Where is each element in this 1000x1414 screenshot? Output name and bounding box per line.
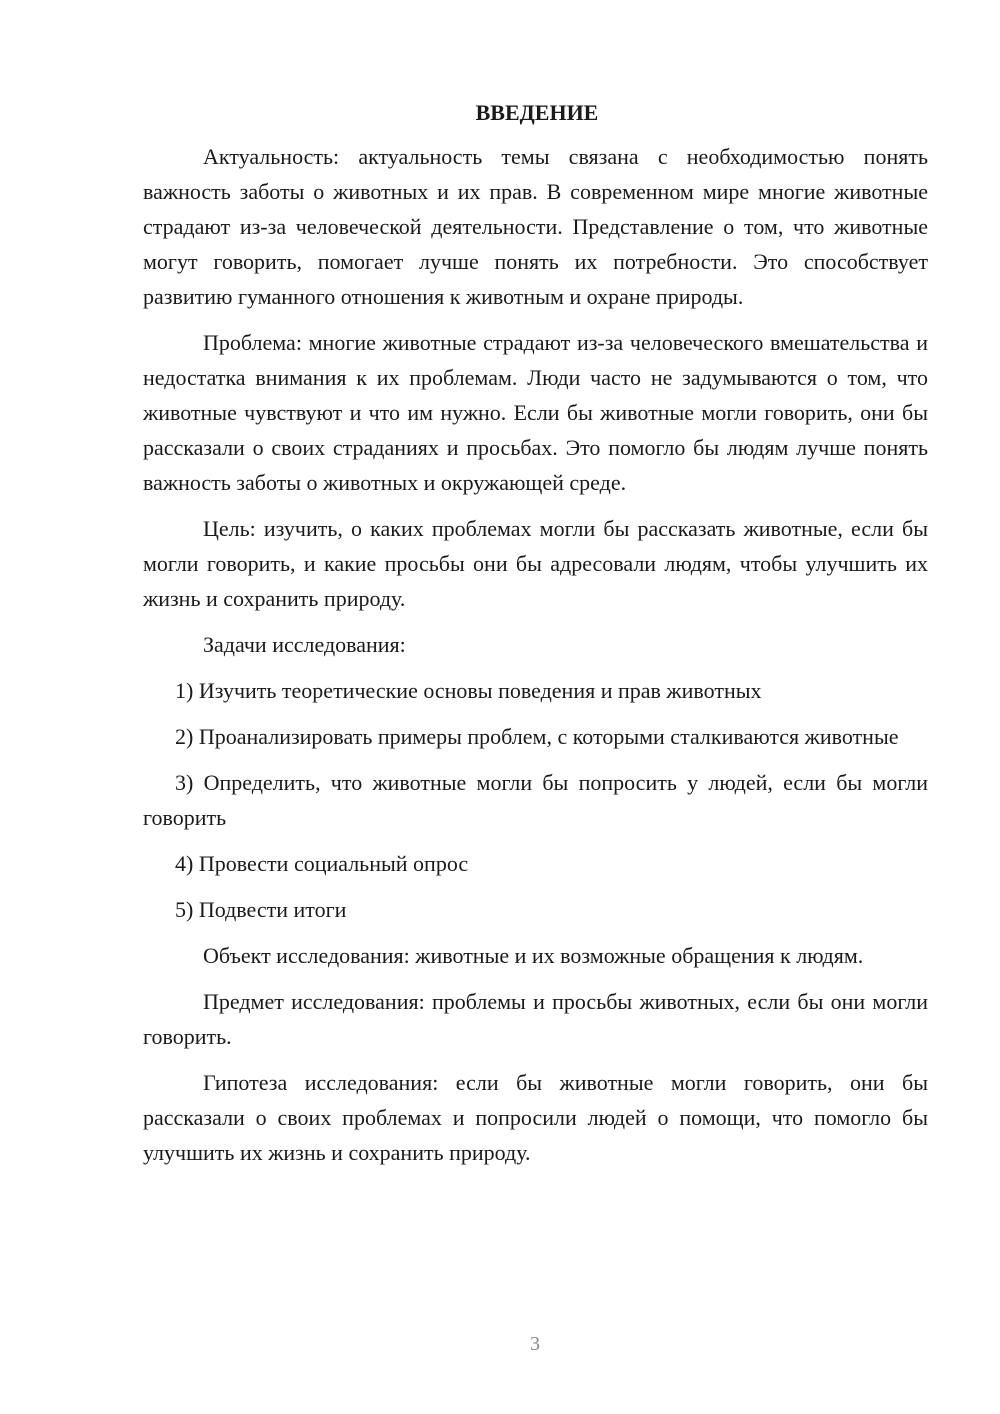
- task-item-1: 1) Изучить теоретические основы поведения и прав животных: [175, 678, 762, 703]
- subject-paragraph: Предмет исследования: проблемы и просьбы животных, если бы они могли говорить.: [143, 989, 928, 1049]
- page-number: 3: [530, 1333, 540, 1355]
- relevance-paragraph: Актуальность: актуальность темы связана с необходимостью понять важность заботы о животных и их прав. В современном мире многие животные страдают из-за человеческой деятельности. Представление о том, что животные могут говорить, помогает лучше понять их потребности. Это способствует развитию гуманного отношения к животным и охране природы.: [143, 144, 928, 309]
- page-title: ВВЕДЕНИЕ: [475, 100, 599, 125]
- page-content: [143, 95, 928, 1181]
- task-item-2: 2) Проанализировать примеры проблем, с которыми сталкиваются животные: [175, 724, 899, 749]
- tasks-list: [143, 673, 928, 927]
- task-item-5: 5) Подвести итоги: [175, 897, 347, 922]
- object-paragraph: Объект исследования: животные и их возможные обращения к людям.: [203, 943, 864, 968]
- tasks-heading: Задачи исследования:: [203, 632, 406, 657]
- task-item-4: 4) Провести социальный опрос: [175, 851, 469, 876]
- task-item-3: 3) Определить, что животные могли бы попросить у людей, если бы могли говорить: [143, 770, 928, 830]
- goal-paragraph: Цель: изучить, о каких проблемах могли бы рассказать животные, если бы могли говорить, и какие просьбы они бы адресовали людям, чтобы улучшить их жизнь и сохранить природу.: [143, 516, 928, 611]
- problem-paragraph: Проблема: многие животные страдают из-за человеческого вмешательства и недостатка внимания к их проблемам. Люди часто не задумываются о том, что животные чувствуют и что им нужно. Если бы животные могли говорить, они бы рассказали о своих страданиях и просьбах. Это помогло бы людям лучше понять важность заботы о животных и окружающей среде.: [143, 330, 928, 495]
- hypothesis-paragraph: Гипотеза исследования: если бы животные могли говорить, они бы рассказали о своих проблемах и попросили людей о помощи, что помогло бы улучшить их жизнь и сохранить природу.: [143, 1070, 928, 1165]
